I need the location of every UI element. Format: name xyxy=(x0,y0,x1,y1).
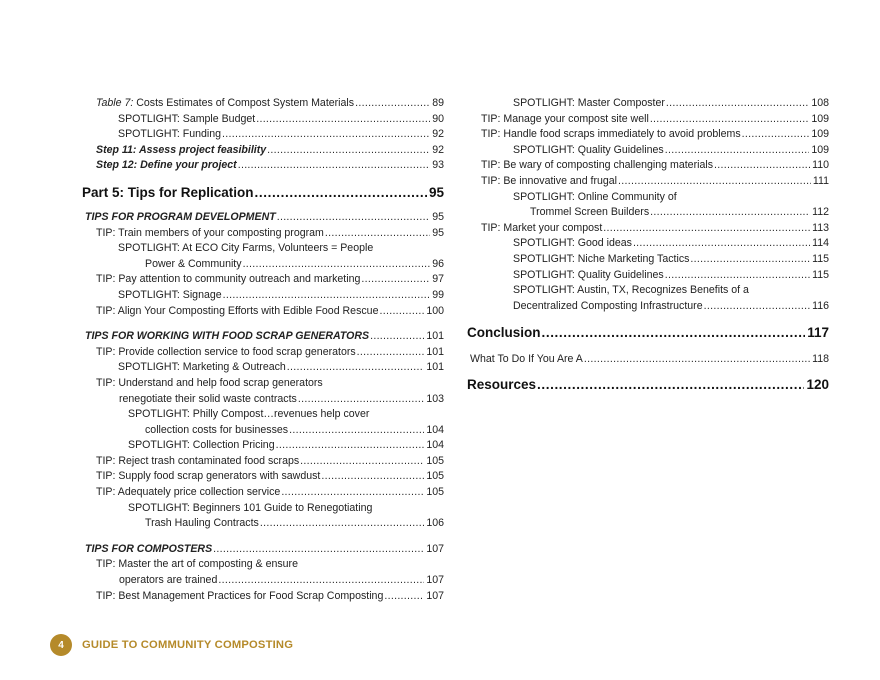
toc-entry-spotlight-beginners[interactable] xyxy=(82,516,444,532)
toc-entry-tip-outreach[interactable] xyxy=(82,272,444,288)
toc-page-number: 101 xyxy=(426,361,444,374)
toc-section-title: TIPS FOR WORKING WITH FOOD SCRAP GENERATORS xyxy=(85,330,370,343)
leader-dots xyxy=(665,143,810,159)
leader-dots xyxy=(537,375,804,395)
toc-page-number: 111 xyxy=(812,174,829,187)
toc-entry-title: renegotiate their solid waste contracts xyxy=(119,392,297,405)
toc-entry-step12[interactable] xyxy=(82,158,444,174)
leader-dots xyxy=(243,257,431,273)
toc-entry-spotlight-signage[interactable] xyxy=(82,288,444,304)
toc-page-number: 113 xyxy=(812,221,829,234)
toc-entry-title: TIP: Be wary of composting challenging materials xyxy=(481,159,713,172)
leader-dots xyxy=(542,323,806,343)
leader-dots xyxy=(260,516,424,532)
toc-page-number: 104 xyxy=(426,423,444,436)
toc-entry-title-line: TIP: Understand and help food scrap generators xyxy=(96,376,323,389)
toc-page-number: 107 xyxy=(426,589,444,602)
toc-entry-title: SPOTLIGHT: Collection Pricing xyxy=(128,439,275,452)
toc-entry-title: SPOTLIGHT: Signage xyxy=(118,288,222,301)
toc-page-number: 107 xyxy=(426,542,444,555)
toc-entry-title-line: SPOTLIGHT: Online Community of xyxy=(513,190,677,203)
toc-entry-title: TIP: Pay attention to community outreach and marketing xyxy=(96,273,361,286)
toc-entry-spotlight-trommel[interactable] xyxy=(467,205,829,221)
toc-entry-title: SPOTLIGHT: Niche Marketing Tactics xyxy=(513,252,690,265)
toc-page-number: 120 xyxy=(806,376,829,392)
toc-page-number: 92 xyxy=(432,143,444,156)
leader-dots xyxy=(666,96,809,112)
toc-entry-tip-sawdust[interactable] xyxy=(82,469,444,485)
toc-entry-title: SPOTLIGHT: Marketing & Outreach xyxy=(118,361,286,374)
toc-entry-title: TIP: Market your compost xyxy=(481,221,603,234)
leader-dots xyxy=(690,252,810,268)
footer-title: GUIDE TO COMMUNITY COMPOSTING xyxy=(82,639,294,651)
toc-entry-spotlight-sample-budget[interactable] xyxy=(82,112,444,128)
toc-entry-title: Step 12: Define your project xyxy=(96,159,237,172)
leader-dots xyxy=(384,589,424,605)
toc-section-title: TIPS FOR PROGRAM DEVELOPMENT xyxy=(85,210,276,223)
toc-page-number: 95 xyxy=(432,210,444,223)
toc-entry-tip-wary[interactable] xyxy=(467,158,829,174)
toc-entry-tip-manage[interactable] xyxy=(467,112,829,128)
toc-entry-tip-train[interactable] xyxy=(82,226,444,242)
toc-page-number: 101 xyxy=(426,330,444,343)
leader-dots xyxy=(255,183,427,203)
table-label: Table 7: xyxy=(96,97,134,109)
toc-entry-title: TIP: Handle food scraps immediately to avoid problems xyxy=(481,128,741,141)
leader-dots xyxy=(584,352,810,368)
toc-entry-tip-align[interactable] xyxy=(82,304,444,320)
toc-entry-step11[interactable] xyxy=(82,143,444,159)
page-footer xyxy=(50,634,293,656)
toc-entry-part5[interactable] xyxy=(82,183,444,203)
toc-entry-spotlight-eco-city[interactable] xyxy=(82,257,444,273)
leader-dots xyxy=(325,226,430,242)
toc-entry-title: Step 11: Assess project feasibility xyxy=(96,143,267,156)
toc-entry-spotlight-good-ideas[interactable] xyxy=(467,236,829,252)
toc-page-number: 112 xyxy=(812,206,829,219)
toc-page-number: 97 xyxy=(432,273,444,286)
toc-entry-title-line: TIP: Master the art of composting & ensure xyxy=(96,558,298,571)
toc-entry-tip-handle[interactable] xyxy=(467,127,829,143)
leader-dots xyxy=(704,299,811,315)
toc-entry-title: SPOTLIGHT: Quality Guidelines xyxy=(513,268,664,281)
leader-dots xyxy=(256,112,430,128)
toc-page-number: 110 xyxy=(812,159,829,172)
leader-dots xyxy=(618,174,811,190)
leader-dots xyxy=(298,392,424,408)
toc-entry-spotlight-austin[interactable] xyxy=(467,299,829,315)
leader-dots xyxy=(370,329,424,345)
toc-part-title: Conclusion xyxy=(467,325,541,341)
toc-entry-spotlight-marketing[interactable] xyxy=(82,360,444,376)
toc-page-number: 100 xyxy=(426,304,444,317)
leader-dots xyxy=(321,469,424,485)
toc-entry-what-to-do[interactable] xyxy=(467,352,829,368)
toc-entry-title-line: SPOTLIGHT: Philly Compost…revenues help cover xyxy=(128,408,370,421)
toc-entry-title: SPOTLIGHT: Sample Budget xyxy=(118,112,256,125)
toc-page-number: 116 xyxy=(812,299,829,312)
toc-right-column xyxy=(467,96,829,395)
toc-left-column xyxy=(82,96,444,604)
toc-entry-resources[interactable] xyxy=(467,375,829,395)
leader-dots xyxy=(289,423,424,439)
leader-dots xyxy=(223,288,431,304)
toc-page-number: 99 xyxy=(432,288,444,301)
leader-dots xyxy=(355,96,430,112)
leader-dots xyxy=(277,210,431,226)
toc-page-number: 104 xyxy=(426,439,444,452)
leader-dots xyxy=(665,268,810,284)
toc-entry-table7[interactable] xyxy=(82,96,444,112)
leader-dots xyxy=(633,236,810,252)
toc-page-number: 115 xyxy=(812,252,829,265)
toc-entry-title: operators are trained xyxy=(119,574,218,587)
toc-entry-title-line: SPOTLIGHT: Beginners 101 Guide to Renegotiating xyxy=(128,501,373,514)
toc-page-number: 95 xyxy=(428,184,444,200)
toc-page-number: 118 xyxy=(812,353,829,366)
toc-page-number: 106 xyxy=(426,517,444,530)
toc-entry-title: Trash Hauling Contracts xyxy=(145,517,259,530)
toc-page-number: 95 xyxy=(432,226,444,239)
toc-entry-title: TIP: Reject trash contaminated food scraps xyxy=(96,454,300,467)
toc-entry-spotlight-niche[interactable] xyxy=(467,252,829,268)
toc-entry-title: TIP: Best Management Practices for Food Scrap Composting xyxy=(96,589,384,602)
leader-dots xyxy=(287,360,425,376)
toc-entry-spotlight-quality-2[interactable] xyxy=(467,268,829,284)
leader-dots xyxy=(379,304,424,320)
toc-page-number: 101 xyxy=(426,345,444,358)
toc-page-number: 105 xyxy=(426,486,444,499)
toc-entry-spotlight-quality-1[interactable] xyxy=(467,143,829,159)
toc-page-number: 114 xyxy=(812,237,829,250)
toc-entry-title: SPOTLIGHT: Good ideas xyxy=(513,237,632,250)
leader-dots xyxy=(238,158,431,174)
toc-entry-spotlight-master-composter[interactable] xyxy=(467,96,829,112)
leader-dots xyxy=(357,345,425,361)
toc-entry-tip-bmp[interactable] xyxy=(82,589,444,605)
leader-dots xyxy=(361,272,430,288)
leader-dots xyxy=(714,158,810,174)
toc-entry-tip-reject[interactable] xyxy=(82,454,444,470)
toc-part-title: Resources xyxy=(467,376,537,392)
leader-dots xyxy=(281,485,424,501)
toc-page-number: 109 xyxy=(811,128,829,141)
toc-entry-title: SPOTLIGHT: Quality Guidelines xyxy=(513,143,664,156)
toc-entry-spotlight-funding[interactable] xyxy=(82,127,444,143)
leader-dots xyxy=(742,127,810,143)
toc-entry-title: What To Do If You Are A xyxy=(470,353,583,366)
toc-entry-title: Decentralized Composting Infrastructure xyxy=(513,299,703,312)
toc-entry-tip-understand[interactable] xyxy=(82,392,444,408)
toc-entry-tip-master[interactable] xyxy=(82,573,444,589)
toc-page-number: 90 xyxy=(432,112,444,125)
toc-page-number: 108 xyxy=(811,97,829,109)
toc-entry-title: Costs Estimates of Compost System Materials xyxy=(133,97,355,109)
toc-entry-tips-generators[interactable] xyxy=(82,329,444,345)
toc-entry-tips-composters[interactable] xyxy=(82,542,444,558)
toc-entry-title: TIP: Supply food scrap generators with sawdust xyxy=(96,470,321,483)
toc-page-number: 109 xyxy=(811,112,829,125)
toc-page-number: 103 xyxy=(426,392,444,405)
toc-entry-tip-innovative[interactable] xyxy=(467,174,829,190)
toc-page-number: 92 xyxy=(432,128,444,141)
leader-dots xyxy=(267,143,430,159)
toc-page-number: 115 xyxy=(812,268,829,281)
leader-dots xyxy=(650,112,810,128)
toc-entry-title: SPOTLIGHT: Funding xyxy=(118,128,222,141)
toc-entry-title: TIP: Adequately price collection service xyxy=(96,486,281,499)
toc-page-number: 93 xyxy=(432,159,444,172)
toc-entry-title: collection costs for businesses xyxy=(145,423,289,436)
toc-entry-title-line: SPOTLIGHT: Austin, TX, Recognizes Benefits of a xyxy=(513,284,749,297)
toc-page-number: 117 xyxy=(807,325,829,341)
toc-entry-conclusion[interactable] xyxy=(467,323,829,343)
toc-entry-spotlight-pricing[interactable] xyxy=(82,438,444,454)
toc-page-number: 109 xyxy=(811,143,829,156)
toc-entry-tip-price[interactable] xyxy=(82,485,444,501)
toc-entry-title: TIP: Manage your compost site well xyxy=(481,112,649,125)
leader-dots xyxy=(213,542,424,558)
toc-entry-title-line: SPOTLIGHT: At ECO City Farms, Volunteers = People xyxy=(118,242,374,255)
toc-page-number: 105 xyxy=(426,470,444,483)
leader-dots xyxy=(300,454,424,470)
toc-page-number: 96 xyxy=(432,257,444,270)
leader-dots xyxy=(276,438,425,454)
leader-dots xyxy=(218,573,424,589)
leader-dots xyxy=(222,127,430,143)
toc-section-title: TIPS FOR COMPOSTERS xyxy=(85,542,213,555)
toc-entry-tip-collection[interactable] xyxy=(82,345,444,361)
page-number-badge: 4 xyxy=(50,634,72,656)
toc-entry-title: TIP: Train members of your composting program xyxy=(96,226,324,239)
toc-entry-title: Power & Community xyxy=(145,257,242,270)
toc-entry-title: TIP: Be innovative and frugal xyxy=(481,174,618,187)
toc-part-title: Part 5: Tips for Replication xyxy=(82,184,254,200)
toc-entry-title: SPOTLIGHT: Master Composter xyxy=(513,97,665,109)
toc-page-number: 105 xyxy=(426,454,444,467)
toc-entry-tips-program[interactable] xyxy=(82,210,444,226)
toc-entry-title: TIP: Provide collection service to food scrap generators xyxy=(96,345,356,358)
toc-entry-spotlight-philly[interactable] xyxy=(82,423,444,439)
toc-entry-title: Trommel Screen Builders xyxy=(530,206,650,219)
leader-dots xyxy=(650,205,810,221)
toc-page-number: 107 xyxy=(426,574,444,587)
leader-dots xyxy=(603,221,810,237)
toc-entry-tip-market[interactable] xyxy=(467,221,829,237)
toc-page-number: 89 xyxy=(432,97,444,109)
toc-entry-title: TIP: Align Your Composting Efforts with Edible Food Rescue xyxy=(96,304,379,317)
